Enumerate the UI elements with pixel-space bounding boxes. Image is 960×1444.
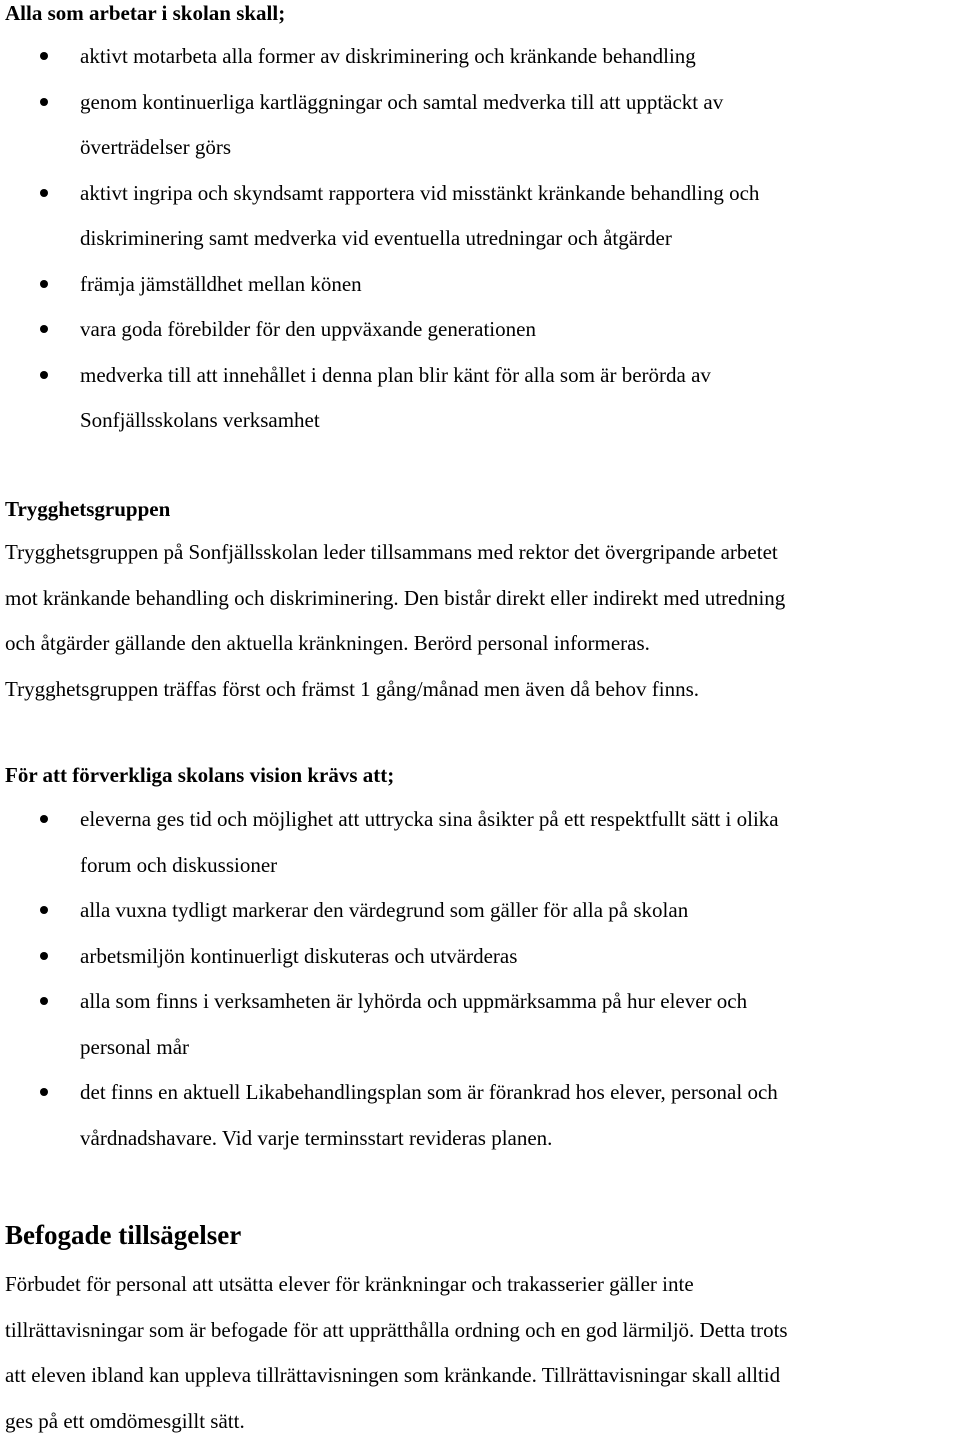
bullet-icon [40, 189, 48, 197]
list-item-text: eleverna ges tid och möjlighet att uttrycka sina åsikter på ett respektfullt sätt i olika [80, 797, 950, 843]
list-item-text: alla som finns i verksamheten är lyhörda och uppmärksamma på hur elever och [80, 979, 950, 1025]
list-item-text: medverka till att innehållet i denna plan blir känt för alla som är berörda av [80, 353, 950, 399]
list-item [0, 353, 950, 444]
bullet-icon [40, 997, 48, 1005]
bullet-icon [40, 952, 48, 960]
section-heading-safety-group: Trygghetsgruppen [5, 496, 170, 522]
bullet-icon [40, 815, 48, 823]
list-item-text: alla vuxna tydligt markerar den värdegrund som gäller för alla på skolan [80, 888, 950, 934]
school-vision-list [0, 797, 960, 1161]
paragraph-line: Förbudet för personal att utsätta elever för kränkningar och trakasserier gäller inte [5, 1262, 960, 1308]
list-item-text: genom kontinuerliga kartläggningar och samtal medverka till att upptäckt av [80, 80, 950, 126]
list-item-text: diskriminering samt medverka vid eventuella utredningar och åtgärder [80, 216, 950, 262]
bullet-icon [40, 906, 48, 914]
section-heading-school-vision: För att förverkliga skolans vision krävs att; [5, 762, 394, 788]
paragraph-line: mot kränkande behandling och diskriminering. Den bistår direkt eller indirekt med utredning [5, 576, 960, 622]
bullet-icon [40, 52, 48, 60]
list-item [0, 171, 950, 262]
section-heading-justified-reprimands: Befogade tillsägelser [5, 1219, 241, 1251]
paragraph-line: Trygghetsgruppen träffas först och främst 1 gång/månad men även då behov finns. [5, 667, 960, 713]
list-item-text: forum och diskussioner [80, 843, 950, 889]
list-item [0, 262, 950, 308]
list-item-text: Sonfjällsskolans verksamhet [80, 398, 950, 444]
staff-duties-list [0, 34, 960, 444]
paragraph-line: att eleven ibland kan uppleva tillrättavisningen som kränkande. Tillrättavisningar skall alltid [5, 1353, 960, 1399]
list-item [0, 34, 950, 80]
list-item-text: personal mår [80, 1025, 950, 1071]
bullet-icon [40, 371, 48, 379]
list-item [0, 934, 950, 980]
list-item [0, 888, 950, 934]
list-item [0, 979, 950, 1070]
list-item-text: vårdnadshavare. Vid varje terminsstart revideras planen. [80, 1116, 950, 1162]
bullet-icon [40, 98, 48, 106]
justified-reprimands-paragraph [5, 1262, 960, 1444]
bullet-icon [40, 280, 48, 288]
list-item-text: vara goda förebilder för den uppväxande generationen [80, 307, 950, 353]
list-item-text: det finns en aktuell Likabehandlingsplan som är förankrad hos elever, personal och [80, 1070, 950, 1116]
list-item-text: aktivt ingripa och skyndsamt rapportera vid misstänkt kränkande behandling och [80, 171, 950, 217]
list-item-text: aktivt motarbeta alla former av diskriminering och kränkande behandling [80, 34, 950, 80]
list-item [0, 1070, 950, 1161]
paragraph-line: ges på ett omdömesgillt sätt. [5, 1399, 960, 1444]
list-item [0, 797, 950, 888]
section-heading-staff-duties: Alla som arbetar i skolan skall; [5, 0, 285, 26]
list-item [0, 307, 950, 353]
list-item-text: främja jämställdhet mellan könen [80, 262, 950, 308]
bullet-icon [40, 325, 48, 333]
paragraph-line: och åtgärder gällande den aktuella kränkningen. Berörd personal informeras. [5, 621, 960, 667]
safety-group-paragraph [5, 530, 960, 712]
list-item [0, 80, 950, 171]
list-item-text: överträdelser görs [80, 125, 950, 171]
bullet-icon [40, 1088, 48, 1096]
list-item-text: arbetsmiljön kontinuerligt diskuteras och utvärderas [80, 934, 950, 980]
paragraph-line: tillrättavisningar som är befogade för att upprätthålla ordning och en god lärmiljö. Detta trots [5, 1308, 960, 1354]
paragraph-line: Trygghetsgruppen på Sonfjällsskolan leder tillsammans med rektor det övergripande arbetet [5, 530, 960, 576]
